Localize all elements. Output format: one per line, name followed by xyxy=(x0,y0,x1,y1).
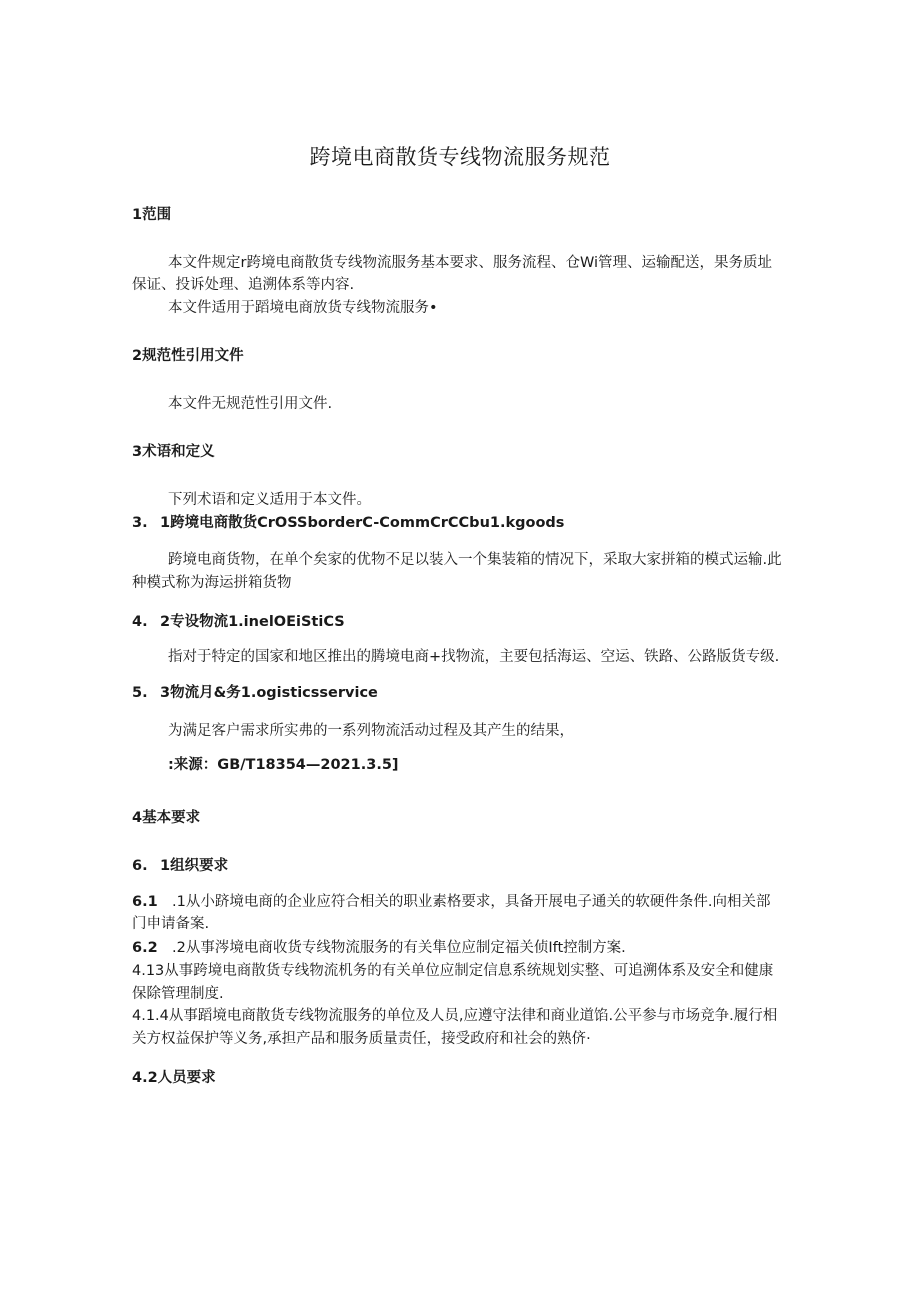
section-heading-terms: 3术语和定义 xyxy=(132,444,215,460)
term-1-number: 3. xyxy=(132,515,148,531)
terms-intro: 下列术语和定义适用于本文件。 xyxy=(168,492,371,508)
item-3-line2: 保除管理制度. xyxy=(132,986,224,1002)
section-heading-basic-requirements: 4基本要求 xyxy=(132,810,201,826)
subsection-1-label: 1组织要求 xyxy=(160,858,229,874)
item-2-text: .2从事涔境电商收货专线物流服务的有关隼位应制定福关侦Ift控制方案. xyxy=(172,940,626,956)
item-1-line1: .1从小跻境电商的企业应符合相关的职业素格要求，具备开展电子通关的软硬件条件.向相关部 xyxy=(172,894,771,910)
item-4-line1: 4.1.4从事蹈境电商散货专线物流服务的单位及人员,应遵守法律和商业道馅.公平参与市场竞争.履行相 xyxy=(132,1008,778,1024)
scope-paragraph-line2: 保证、投诉处理、追溯体系等内容. xyxy=(132,277,355,293)
document-title: 跨境电商散货专线物流服务规范 xyxy=(309,145,611,169)
scope-paragraph-2: 本文件适用于蹈境电商放货专线物流服务• xyxy=(168,300,438,316)
section-heading-scope: 1范围 xyxy=(132,207,172,223)
item-3-line1: 4.13从事跨境电商散货专线物流机务的有关单位应制定信息系统规划实整、可追溯体系及安全和健康 xyxy=(132,963,774,979)
term-2-label: 2专设物流1.inelOEiStiCS xyxy=(160,614,345,630)
term-1-definition-line2: 种模式称为海运拼箱货物 xyxy=(132,575,292,591)
term-3-number: 5. xyxy=(132,685,148,701)
section-heading-normative-references: 2规范性引用文件 xyxy=(132,348,244,364)
term-1-definition-line1: 跨境电商货物，在单个矣家的优物不足以装入一个集装箱的情况下，采取大家拼箱的模式运输.此 xyxy=(168,552,782,568)
item-1-number: 6.1 xyxy=(132,894,158,910)
term-1-label: 1跨境电商散货CrOSSborderC-CommCrCCbu1.kgoods xyxy=(160,515,565,531)
item-1-line2: 门申请备案. xyxy=(132,916,210,932)
term-3-definition: 为满足客户需求所实弗的一系列物流活动过程及其产生的结果， xyxy=(168,723,574,739)
item-2-number: 6.2 xyxy=(132,940,158,956)
subsection-2-heading: 4.2人员要求 xyxy=(132,1070,216,1086)
scope-paragraph-line1: 本文件规定r跨境电商散货专线物流服务基本要求、服务流程、仓Wi管理、运输配送，果务质址 xyxy=(168,255,773,271)
item-4-line2: 关方权益保护等义务,承担产品和服务质量责任，接受政府和社会的熟侪· xyxy=(132,1031,591,1047)
term-3-source: :来源：GB/T18354—2021.3.5] xyxy=(168,757,399,773)
term-3-label: 3物流月&务1.ogisticsservice xyxy=(160,685,378,701)
term-2-definition: 指对于特定的国家和地区推出的腾境电商+找物流，主要包括海运、空运、铁路、公路版货专级. xyxy=(168,649,780,665)
term-2-number: 4. xyxy=(132,614,148,630)
subsection-1-number: 6. xyxy=(132,858,148,874)
normative-references-paragraph: 本文件无规范性引用文件. xyxy=(168,396,333,412)
